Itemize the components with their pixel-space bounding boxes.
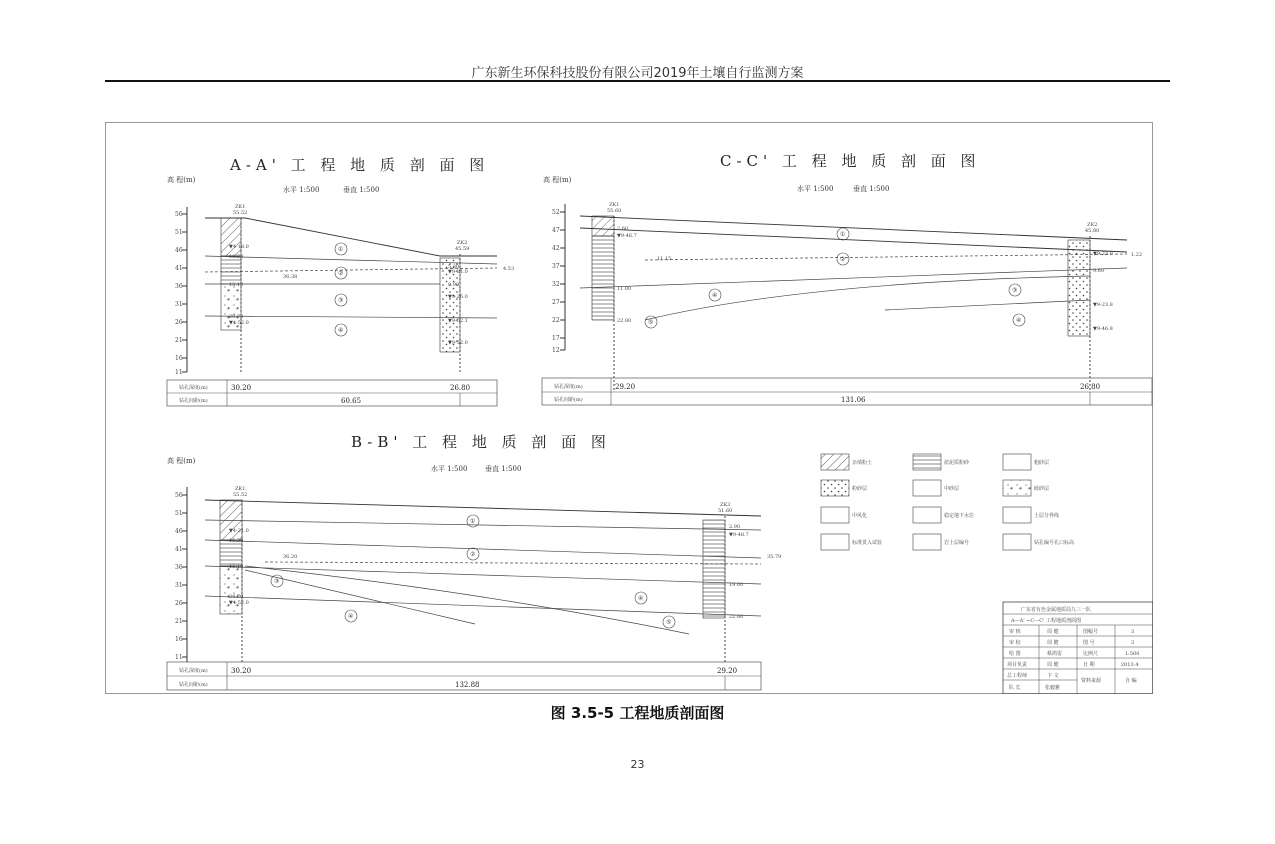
legend-item: 砾砂层: [1034, 486, 1050, 492]
cc-layer-label: ②: [840, 256, 846, 263]
bb-depth-right: ▼9-48.7: [729, 532, 749, 538]
tb-cell: 3: [1131, 640, 1135, 646]
tb-cell: 卞 文: [1047, 673, 1059, 679]
aa-tick: 36: [175, 283, 183, 290]
cc-tick: 32: [552, 281, 560, 288]
aa-tick: 46: [175, 247, 183, 254]
cc-depth-right: 9.60: [1093, 268, 1105, 274]
aa-depth-left-val: 30.20: [231, 384, 252, 392]
cc-tick: 42: [552, 245, 560, 252]
aa-layer-label: ④: [338, 327, 344, 334]
cc-depth-left: 11.00: [617, 286, 632, 292]
tb-cell: 图幅号: [1083, 629, 1099, 635]
cc-borehole-left: [592, 216, 614, 236]
page-header: 广东新生环保科技股份有限公司2019年土壤自行监测方案: [471, 66, 804, 81]
bb-scale-h: 水平 1:500: [431, 465, 468, 473]
cc-footer-row1: 钻孔深度(m): [554, 384, 583, 390]
aa-tick: 26: [175, 319, 183, 326]
legend-item: 粉砂层: [852, 486, 868, 492]
tb-cell: 队 长: [1009, 685, 1021, 691]
bb-spacing-val: 132.88: [455, 681, 480, 689]
aa-water-right: 4.53: [503, 266, 515, 272]
tb-cell: 绘 图: [1009, 651, 1021, 657]
cc-depth-right-val: 26.80: [1080, 383, 1101, 391]
tb-cell: 审 核: [1009, 629, 1021, 635]
cc-footer-row2: 钻孔间距(m): [554, 397, 583, 403]
bb-tick: 11: [175, 654, 183, 661]
bb-depth-left: 28.70: [229, 594, 244, 600]
figure-caption: 图 3.5-5 工程地质剖面图: [550, 704, 725, 722]
aa-layer-label: ②: [338, 270, 344, 277]
bb-depth-left: ▼4-21.0: [229, 528, 249, 534]
bb-tick: 51: [175, 510, 183, 517]
bb-layer-label: ①: [470, 518, 476, 525]
aa-spacing-val: 60.65: [341, 397, 362, 405]
aa-tick: 21: [175, 337, 183, 344]
aa-depth-right: ▼9-21.0: [448, 269, 468, 275]
cc-layer-label: ①: [840, 231, 846, 238]
cc-layer-label: ⑤: [648, 319, 654, 326]
tb-cell: 周 健: [1047, 640, 1059, 646]
aa-tick: 16: [175, 355, 183, 362]
cc-scale-v: 垂直 1:500: [853, 185, 890, 193]
cc-tick: 52: [552, 209, 560, 216]
aa-tick: 56: [175, 211, 183, 218]
bb-footer-row1: 钻孔深度(m): [179, 668, 208, 674]
aa-ticks: [175, 211, 187, 376]
aa-scale-h: 水平 1:500: [283, 186, 320, 194]
bb-footer-row2: 钻孔间距(m): [179, 682, 208, 688]
legend: [821, 454, 1074, 550]
section-aa: [167, 156, 514, 406]
legend-item: 稳定地下水位: [944, 513, 975, 519]
bb-title: B-B' 工 程 地 质 剖 面 图: [351, 433, 611, 451]
bb-scale-v: 垂直 1:500: [485, 465, 522, 473]
bb-tick: 26: [175, 600, 183, 607]
aa-borehole-left: [221, 218, 241, 256]
tb-cell: 周 健: [1047, 662, 1059, 668]
cc-layer-label: ③: [1012, 287, 1018, 294]
tb-cell: 资料来源: [1081, 678, 1102, 684]
cc-depth-left: 2.60: [617, 226, 629, 232]
tb-cell: 1:500: [1125, 651, 1140, 657]
aa-depth-right: ▼9-26.0: [448, 294, 468, 300]
aa-depth-left: 15.10: [229, 282, 244, 288]
bb-depth-right: 22.80: [729, 614, 744, 620]
page-number: 23: [630, 758, 645, 771]
aa-hole-left-elev: 55.52: [233, 210, 248, 216]
aa-tick: 31: [175, 301, 183, 308]
aa-axis-title: 高 程(m): [167, 176, 196, 184]
bb-layer-label: ⑤: [666, 619, 672, 626]
legend-item: 淤泥质粉砂: [944, 460, 970, 466]
legend-item: 标准贯入试验: [852, 540, 883, 546]
aa-hole-left-id: ZK1: [235, 204, 246, 210]
aa-layer-label: ③: [338, 297, 344, 304]
legend-item: 中风化: [852, 513, 868, 519]
bb-hole-right-elev: 51.60: [718, 508, 733, 514]
tb-cell: 审 校: [1009, 640, 1021, 646]
bb-water-left: 36.20: [283, 554, 298, 560]
aa-title: A-A' 工 程 地 质 剖 面 图: [230, 156, 490, 174]
cc-depth-left: ▼9-46.7: [617, 233, 637, 239]
aa-depth-right: ▼9-52.1: [448, 318, 468, 324]
tb-cell: 自 编: [1125, 678, 1137, 684]
cc-depth-left: 22.80: [617, 318, 632, 324]
legend-item: 钻孔编号孔口标高: [1034, 540, 1075, 546]
aa-tick: 41: [175, 265, 183, 272]
bb-layer-label: ④: [348, 613, 354, 620]
figure-frame: [106, 123, 1153, 694]
bb-depth-left: 16.30: [229, 538, 244, 544]
legend-item: 岩土层编号: [944, 540, 970, 546]
aa-depth-left: 10.30: [229, 254, 244, 260]
aa-depth-left: 28.70: [229, 314, 244, 320]
tb-cell: 3: [1131, 629, 1135, 635]
cc-hole-left-elev: 55.60: [607, 208, 622, 214]
cc-layer-label: ④: [1016, 317, 1022, 324]
aa-depth-left: ▼4-18.0: [229, 244, 249, 250]
cc-depth-right: ▼9-23.8: [1093, 302, 1113, 308]
aa-layer-label: ①: [338, 246, 344, 253]
aa-depth-right: 5.80: [448, 264, 460, 270]
aa-water-left: 36.38: [283, 274, 298, 280]
tb-drawing: A—A' ~C—C' 工程地质剖面图: [1011, 618, 1081, 624]
legend-item: 粗砂层: [1034, 460, 1050, 466]
aa-hole-right-id: ZK2: [457, 240, 468, 246]
cc-water-right: 1.22: [1131, 252, 1143, 258]
bb-tick: 41: [175, 546, 183, 553]
bb-tick: 21: [175, 618, 183, 625]
legend-item: 杂填粉土: [852, 460, 873, 466]
bb-depth-left-val: 30.20: [231, 667, 252, 675]
tb-cell: 日 期: [1083, 662, 1095, 668]
section-cc: [542, 152, 1152, 405]
cc-layer-label: ④: [712, 292, 718, 299]
bb-hole-left-elev: 55.52: [233, 492, 248, 498]
aa-depth-left: ▼4-52.0: [229, 320, 249, 326]
cc-axis-title: 高 程(m): [543, 176, 572, 184]
cc-depth-right: ▼9-46.8: [1093, 326, 1113, 332]
title-block: [1003, 602, 1153, 694]
section-bb: [167, 433, 781, 690]
header-rule: [105, 80, 1170, 82]
bb-hole-right-id: ZK3: [720, 502, 731, 508]
cc-tick: 12: [552, 347, 560, 354]
legend-item: 中砂层: [944, 486, 960, 492]
cc-tick: 27: [552, 299, 560, 306]
cc-spacing-val: 131.06: [841, 396, 866, 404]
cc-hole-right-elev: 45.80: [1085, 228, 1100, 234]
bb-tick: 46: [175, 528, 183, 535]
bb-borehole-right: [703, 520, 725, 618]
tb-cell: 总工程师: [1007, 673, 1028, 679]
aa-tick: 51: [175, 229, 183, 236]
aa-footer-row1: 钻孔深度(m): [179, 385, 208, 391]
cc-scale-h: 水平 1:500: [797, 185, 834, 193]
tb-cell: 比例尺: [1083, 651, 1099, 657]
bb-water-right: 35.79: [767, 554, 782, 560]
bb-layer-label: ③: [274, 578, 280, 585]
aa-footer-row2: 钻孔间距(m): [179, 398, 208, 404]
bb-ticks: [175, 492, 187, 661]
tb-company: 广东省有色金属地质局九三一队: [1021, 607, 1092, 613]
bb-layer-label: ②: [470, 551, 476, 558]
tb-cell: 2013.4: [1121, 662, 1139, 668]
cc-tick: 17: [552, 335, 560, 342]
cc-depth-right: ▼9-23.0: [1093, 251, 1113, 257]
cc-depth-left-val: 29.20: [615, 383, 636, 391]
bb-depth-left: 16.10: [229, 564, 244, 570]
bb-axis-title: 高 程(m): [167, 457, 196, 465]
tb-cell: 项目负责: [1007, 662, 1028, 668]
geology-figure: [105, 122, 1153, 694]
bb-tick: 56: [175, 492, 183, 499]
bb-depth-right-val: 29.20: [717, 667, 738, 675]
aa-hole-right-elev: 45.59: [455, 246, 470, 252]
bb-hole-left-id: ZK1: [235, 486, 246, 492]
bb-depth-right: 19.00: [729, 582, 744, 588]
aa-scale-v: 垂直 1:500: [343, 186, 380, 194]
legend-item: 土层分界线: [1034, 513, 1060, 519]
bb-tick: 16: [175, 636, 183, 643]
cc-title: C-C' 工 程 地 质 剖 面 图: [720, 152, 981, 170]
tb-cell: 张毅雅: [1045, 685, 1061, 691]
tb-cell: 图 号: [1083, 640, 1095, 646]
cc-ticks: [552, 209, 565, 354]
cc-tick: 37: [552, 263, 560, 270]
cc-tick: 22: [552, 317, 560, 324]
bb-tick: 31: [175, 582, 183, 589]
tb-cell: 周 健: [1047, 629, 1059, 635]
bb-depth-right: 2.90: [729, 524, 741, 530]
bb-tick: 36: [175, 564, 183, 571]
aa-tick: 11: [175, 369, 183, 376]
aa-depth-right: ▼9-52.0: [448, 340, 468, 346]
aa-depth-right: 9.90: [448, 282, 460, 288]
bb-layer-label: ④: [638, 595, 644, 602]
cc-hole-right-id: ZK2: [1087, 222, 1098, 228]
bb-depth-left: ▼4-52.0: [229, 600, 249, 606]
cc-water-left: 11.15: [657, 256, 672, 262]
cc-hole-left-id: ZK1: [609, 202, 620, 208]
cc-tick: 47: [552, 227, 560, 234]
tb-cell: 蔡鸿雷: [1047, 651, 1063, 657]
aa-depth-right-val: 26.80: [450, 384, 471, 392]
